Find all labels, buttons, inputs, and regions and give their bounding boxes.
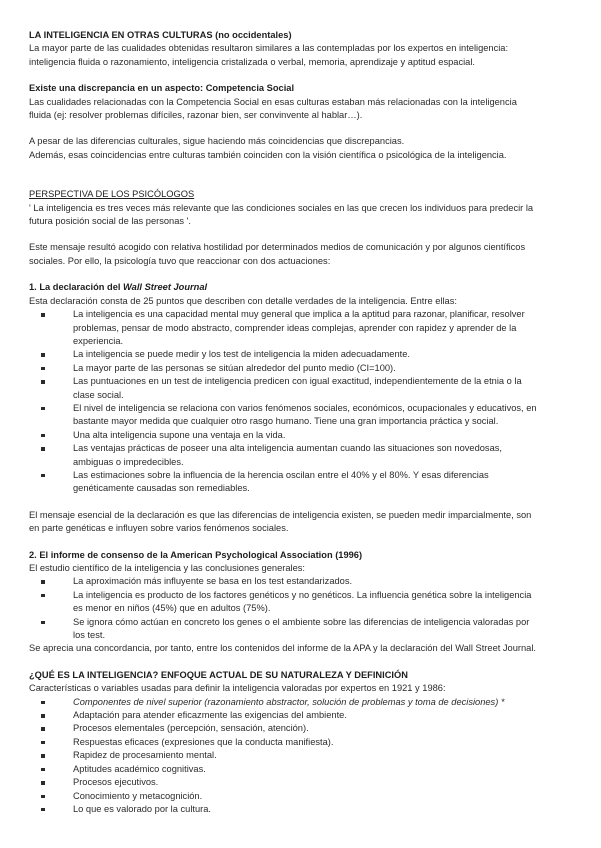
list-item: Procesos ejecutivos. bbox=[29, 776, 575, 789]
paragraph-line: Además, esas coincidencias entre culturas también coinciden con la visión científica o psicológica de la inteligencia. bbox=[29, 149, 507, 160]
subheading-competencia-social: Existe una discrepancia en un aspecto: Competencia Social bbox=[29, 83, 295, 94]
list-item: Rapidez de procesamiento mental. bbox=[29, 749, 575, 762]
paragraph-line: Este mensaje resultó acogido con relativa hostilidad por determinados medios de comunicación y por algunos científicos bbox=[29, 242, 526, 253]
paragraph-line: Se aprecia una concordancia, por tanto, entre los contenidos del informe de la APA y la declaración del Wall Street Journal. bbox=[29, 643, 536, 654]
paragraph-line: Esta declaración consta de 25 puntos que describen con detalle verdades de la inteligencia. Entre ellas: bbox=[29, 295, 457, 306]
list-item: Lo que es valorado por la cultura. bbox=[29, 803, 575, 816]
list-item: Adaptación para atender eficazmente las exigencias del ambiente. bbox=[29, 709, 575, 722]
list-item: Conocimiento y metacognición. bbox=[29, 790, 575, 803]
paragraph-line: fluida (ej: resolver problemas difíciles, razonar bien, ser convinvente al hablar…). bbox=[29, 110, 363, 121]
paragraph-line: La mayor parte de las cualidades obtenidas resultaron similares a las contempladas por los expertos en inteligencia: bbox=[29, 43, 509, 54]
list-item: Las ventajas prácticas de poseer una alta inteligencia aumentan cuando las situaciones son novedosas, ambiguas o impredecibles. bbox=[29, 442, 575, 469]
paragraph-line: inteligencia fluida o razonamiento, inteligencia cristalizada o verbal, memoria, aprendizaje y aptitud espacial. bbox=[29, 56, 475, 67]
subheading-wall-street-journal bbox=[29, 281, 575, 294]
paragraph-line: El mensaje esencial de la declaración es que las diferencias de inteligencia existen, se pueden medir imparcialmente, son bbox=[29, 509, 532, 520]
list-item: Las puntuaciones en un test de inteligencia predicen con igual exactitud, independientemente de la etnia o la clase social. bbox=[29, 375, 575, 402]
list-item: Se ignora cómo actúan en concreto los genes o el ambiente sobre las diferencias de inteligencia valoradas por los test. bbox=[29, 616, 575, 643]
paragraph-line: El estudio científico de la inteligencia y las conclusiones generales: bbox=[29, 563, 305, 573]
list-item: El nivel de inteligencia se relaciona con varios fenómenos sociales, económicos, ocupacionales y educativos, en bastante mayor medida que cualquier otro rasgo humano. Tiene una gran importancia práctica y social. bbox=[29, 402, 575, 429]
paragraph-line: Las cualidades relacionadas con la Competencia Social en esas culturas estaban más relacionadas con la inteligencia bbox=[29, 96, 517, 107]
section-title-que-es-inteligencia: ¿QUÉ ES LA INTELIGENCIA? ENFOQUE ACTUAL DE SU NATURALEZA Y DEFINICIÓN bbox=[29, 669, 408, 680]
list-item: La mayor parte de las personas se sitúan alrededor del punto medio (CI=100). bbox=[29, 362, 575, 375]
list-item: La inteligencia es una capacidad mental muy general que implica a la aptitud para razonar, planificar, resolver problemas, pensar de modo abstracto, comprender ideas complejas, aprender con rapidez y aprender de la experiencia. bbox=[29, 308, 575, 348]
quote-line: ' La inteligencia es tres veces más relevante que las condiciones sociales en las que crecen los individuos para predecir la bbox=[29, 202, 534, 213]
list-item: Componentes de nivel superior (razonamiento abstractor, solución de problemas y toma de decisiones) * bbox=[29, 696, 575, 709]
list-item: Procesos elementales (percepción, sensación, atención). bbox=[29, 722, 575, 735]
paragraph-line: Características o variables usadas para definir la inteligencia valoradas por expertos en 1921 y 1986: bbox=[29, 683, 446, 694]
section-title-perspectiva-psicologos: PERSPECTIVA DE LOS PSICÓLOGOS bbox=[29, 189, 195, 200]
paragraph-line: sociales. Por ello, la psicología tuvo que reaccionar con dos actuaciones: bbox=[29, 255, 331, 266]
list-item: Respuestas eficaces (expresiones que la conducta manifiesta). bbox=[29, 736, 575, 749]
list-item: Las estimaciones sobre la influencia de la herencia oscilan entre el 40% y el 80%. Y esas diferencias genéticamente causadas son remediables. bbox=[29, 469, 575, 496]
list-item: La inteligencia es producto de los factores genéticos y no genéticos. La influencia genética sobre la inteligencia es menor en niños (45%) que en adultos (75%). bbox=[29, 589, 575, 616]
list-item: Una alta inteligencia supone una ventaja en la vida. bbox=[29, 429, 575, 442]
paragraph-line: A pesar de las diferencias culturales, sigue haciendo más coincidencias que discrepancias. bbox=[29, 136, 405, 147]
section-title-otras-culturas: LA INTELIGENCIA EN OTRAS CULTURAS (no occidentales) bbox=[29, 30, 292, 40]
paragraph-line: en parte genéticas e influyen sobre varios fenómenos sociales. bbox=[29, 523, 289, 534]
list-item: Aptitudes académico cognitivas. bbox=[29, 763, 575, 776]
characteristics-list bbox=[29, 696, 575, 817]
subheading-apa-report: 2. El informe de consenso de la American Psychological Association (1996) bbox=[29, 549, 363, 560]
apa-bullet-list bbox=[29, 575, 575, 642]
subheading-prefix: 1. La declaración del bbox=[29, 282, 124, 293]
list-item: La aproximación más influyente se basa en los test estandarizados. bbox=[29, 575, 575, 588]
wsj-bullet-list bbox=[29, 308, 575, 496]
quote-line: futura posición social de las personas '. bbox=[29, 216, 191, 227]
subheading-italic: Wall Street Journal bbox=[123, 282, 208, 293]
list-item: La inteligencia se puede medir y los test de inteligencia la miden adecuadamente. bbox=[29, 348, 575, 361]
